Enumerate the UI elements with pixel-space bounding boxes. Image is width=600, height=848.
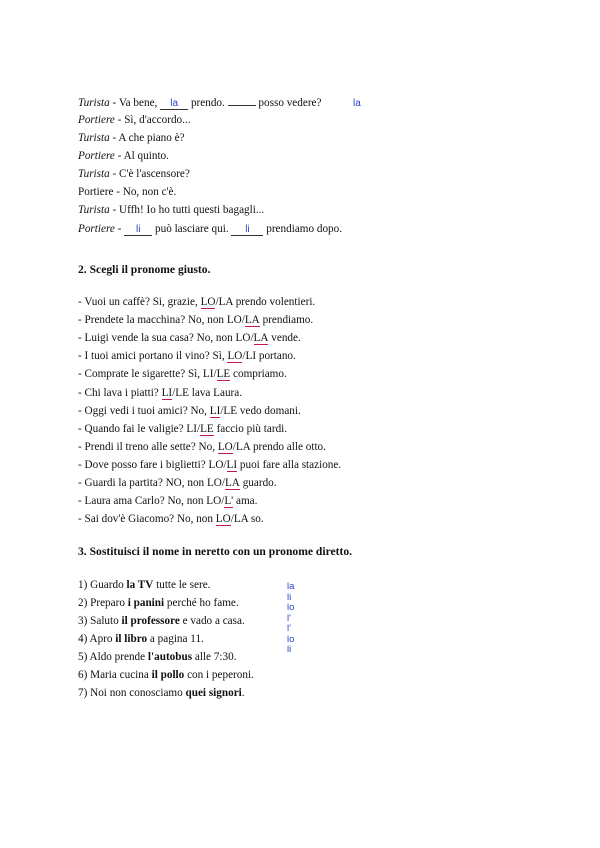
written-answer: lo	[287, 602, 295, 613]
item-text: - Dove posso fare i biglietti?	[78, 458, 209, 471]
option-choice[interactable]: LA	[233, 513, 249, 526]
option-choice[interactable]: LI	[161, 386, 173, 399]
dialogue-line: Portiere - li può lasciare qui. li prendiamo dopo.	[78, 223, 343, 235]
option-choice[interactable]: LE	[223, 404, 238, 417]
dialogue-line: Portiere - Al quinto.	[78, 150, 169, 162]
bold-noun: l'autobus	[147, 651, 193, 663]
item-text: con i peperoni.	[184, 669, 254, 681]
item-text: - Luigi vende la sua casa? No, non	[78, 332, 236, 345]
bold-noun: il professore	[121, 615, 180, 627]
dialogue-line: Turista - A che piano è?	[78, 132, 185, 144]
item-text: portano.	[256, 350, 296, 363]
item-text: 1)	[78, 579, 91, 591]
option-choice[interactable]: LI	[186, 422, 197, 435]
section-heading: 3. Sostituisci il nome in neretto con un pronome diretto.	[78, 545, 353, 558]
item-text: compriamo.	[230, 368, 287, 381]
option-separator: /	[220, 404, 224, 417]
item-text: Maria cucina	[90, 669, 152, 681]
exercise-item	[78, 512, 264, 526]
item-text: Aldo prende	[89, 651, 148, 663]
item-text: - Sai dov'è Giacomo? No, non	[78, 513, 216, 526]
exercise-item	[78, 331, 301, 345]
exercise-item	[78, 632, 204, 646]
option-choice[interactable]: LO	[235, 332, 251, 345]
option-choice[interactable]: LO	[200, 296, 216, 308]
item-text: Preparo	[90, 597, 128, 609]
option-choice[interactable]: LI	[209, 404, 221, 417]
option-choice[interactable]: LE	[175, 386, 189, 399]
written-answer: lo	[287, 633, 295, 645]
bold-noun: il libro	[115, 633, 148, 645]
option-choice[interactable]: LI	[202, 368, 214, 381]
exercise-item	[78, 349, 296, 363]
written-answer: l'	[287, 612, 291, 624]
item-text: vedo domani.	[237, 404, 301, 417]
option-choice[interactable]: LO	[227, 350, 243, 363]
item-text: vende.	[268, 332, 301, 345]
item-text: prendo volentieri.	[232, 296, 316, 308]
exercise-item	[78, 458, 341, 472]
option-separator: /	[223, 458, 227, 471]
option-choice[interactable]: L'	[224, 495, 234, 508]
bold-noun: la TV	[126, 579, 154, 591]
option-choice[interactable]: LA	[244, 314, 260, 327]
item-text: 4)	[78, 633, 90, 645]
option-choice[interactable]: LA	[218, 296, 233, 308]
dialogue-line: Turista - Uffh! Io ho tutti questi bagagli...	[78, 204, 265, 216]
bold-noun: il pollo	[151, 669, 185, 681]
item-text: lava Laura.	[188, 386, 243, 399]
item-text: 3)	[78, 615, 91, 627]
option-choice[interactable]: LO	[226, 314, 242, 327]
item-text: prendiamo.	[259, 314, 314, 327]
item-text: guardo.	[239, 477, 277, 489]
dialogue-line: Portiere - No, non c'è.	[78, 186, 177, 198]
item-text: tutte le sere.	[153, 579, 211, 591]
item-text: - Chi lava i piatti?	[78, 386, 162, 399]
option-separator: /	[221, 477, 225, 489]
side-answer: la	[353, 98, 361, 109]
exercise-item	[78, 578, 210, 592]
exercise-item	[78, 614, 245, 628]
exercise-item	[78, 386, 242, 400]
item-text: - Guardi la partita? NO, non	[78, 477, 207, 489]
option-choice[interactable]: LE	[200, 422, 214, 435]
answer-fill[interactable]: li	[124, 224, 152, 236]
option-separator: /	[250, 332, 254, 345]
bold-noun: i panini	[127, 597, 165, 609]
empty-blank[interactable]	[228, 95, 256, 106]
item-text: Apro	[89, 633, 116, 645]
item-text: - Prendete la macchina? No, non	[78, 314, 227, 327]
option-choice[interactable]: LA	[235, 440, 251, 453]
item-text: faccio più tardi.	[213, 422, 288, 435]
section-heading: 2. Scegli il pronome giusto.	[78, 263, 211, 276]
item-text: - Vuoi un caffè? Si, grazie,	[78, 296, 201, 308]
item-text: - Oggi vedi i tuoi amici? No,	[78, 404, 210, 417]
item-text: Saluto	[90, 615, 122, 627]
exercise-item	[78, 313, 313, 327]
option-separator: /	[242, 350, 246, 363]
answer-fill[interactable]: li	[231, 224, 263, 236]
exercise-item	[78, 422, 287, 436]
option-choice[interactable]: LO	[215, 513, 231, 526]
option-choice[interactable]: LI	[245, 350, 257, 363]
written-answer: l'	[287, 623, 291, 634]
dialogue-line: Turista - C'è l'ascensore?	[78, 168, 190, 180]
option-separator: /	[172, 386, 176, 399]
exercise-item	[78, 650, 237, 664]
exercise-item	[78, 476, 277, 490]
item-text: - Prendi il treno alle sette? No,	[78, 440, 218, 453]
item-text: so.	[248, 513, 264, 526]
item-text: 6)	[78, 669, 91, 681]
option-separator: /	[196, 422, 201, 435]
item-text: Guardo	[90, 579, 127, 591]
item-text: - I tuoi amici portano il vino? Sì,	[78, 350, 228, 363]
option-separator: /	[215, 296, 219, 308]
option-choice[interactable]: LO	[208, 458, 224, 471]
item-text: Noi non conosciamo	[90, 687, 186, 699]
item-text: prendo alle otto.	[250, 440, 326, 453]
exercise-item	[78, 440, 326, 454]
option-separator: /	[241, 314, 245, 327]
item-text: alle 7:30.	[192, 651, 237, 663]
option-choice[interactable]: LO	[206, 495, 222, 508]
option-choice[interactable]: LI	[226, 458, 238, 471]
item-text: - Quando fai le valigie?	[78, 422, 187, 435]
bold-noun: quei signori	[185, 687, 242, 699]
item-text: puoi fare alla stazione.	[237, 458, 342, 471]
dialogue-line: Turista - Va bene, la prendo. posso vedere?	[78, 97, 322, 109]
dialogue-line: Portiere - Sì, d'accordo...	[78, 114, 191, 126]
option-choice[interactable]: LO	[217, 440, 233, 453]
option-choice[interactable]: LE	[216, 368, 231, 381]
exercise-item	[78, 367, 287, 381]
option-separator: /	[221, 495, 225, 508]
exercise-item	[78, 295, 315, 309]
item-text: 2)	[78, 597, 91, 609]
option-choice[interactable]: LO	[206, 477, 222, 489]
item-text: 7)	[78, 687, 91, 699]
item-text: - Comprate le sigarette? Sì,	[78, 368, 203, 381]
item-text: e vado a casa.	[179, 615, 245, 627]
option-separator: /	[230, 513, 234, 526]
answer-fill[interactable]: la	[160, 98, 188, 110]
item-text: a pagina 11.	[147, 633, 204, 645]
item-text: .	[241, 687, 245, 699]
option-separator: /	[213, 368, 217, 381]
item-text: perché ho fame.	[164, 597, 239, 609]
option-separator: /	[232, 440, 236, 453]
exercise-item	[78, 404, 301, 418]
item-text: ama.	[233, 495, 258, 508]
option-choice[interactable]: LA	[224, 477, 240, 489]
written-answer: li	[287, 644, 292, 655]
exercise-item	[78, 668, 254, 682]
item-text: 5)	[78, 651, 90, 663]
written-answer: li	[287, 591, 292, 603]
item-text: - Laura ama Carlo? No, non	[78, 495, 207, 508]
exercise-item	[78, 596, 239, 610]
exercise-item	[78, 494, 257, 508]
written-answer: la	[287, 581, 295, 592]
exercise-item	[78, 686, 245, 700]
option-choice[interactable]: LA	[253, 332, 269, 345]
